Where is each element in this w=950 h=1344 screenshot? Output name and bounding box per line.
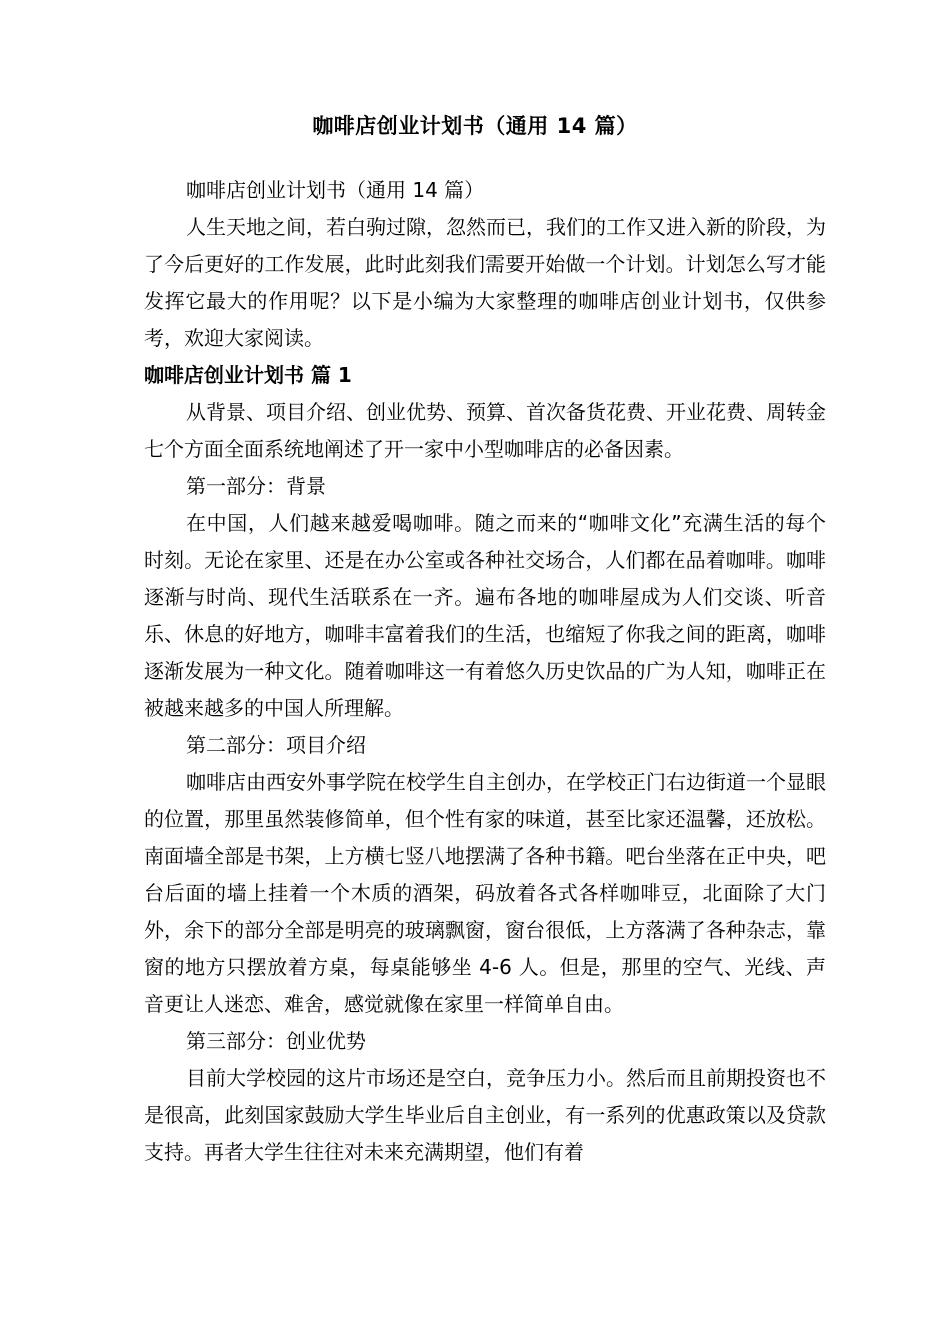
document-body	[144, 172, 826, 1171]
document-title: 咖啡店创业计划书（通用 14 篇）	[312, 114, 638, 138]
project-intro-paragraph: 咖啡店由西安外事学院在校学生自主创办，在学校正门右边街道一个显眼的位置，那里虽然装修简单，但个性有家的味道，甚至比家还温馨，还放松。南面墙全部是书架，上方横七竖八地摆满了各种书籍。吧台坐落在正中央，吧台后面的墙上挂着一个木质的酒架，码放着各式各样咖啡豆，北面除了大门外，余下的部分全部是明亮的玻璃飘窗，窗台很低，上方落满了各种杂志，靠窗的地方只摆放着方桌，每桌能够坐 4-6 人。但是，那里的空气、光线、声音更让人迷恋、难舍，感觉就像在家里一样简单自由。	[144, 770, 826, 1016]
intro-title-repeat: 咖啡店创业计划书（通用 14 篇）	[186, 178, 485, 202]
section-heading-part-1: 咖啡店创业计划书 篇 1	[144, 363, 352, 387]
subheading-project-intro: 第二部分：项目介绍	[186, 733, 366, 757]
subheading-advantages: 第三部分：创业优势	[186, 1029, 366, 1053]
background-paragraph: 在中国，人们越来越爱喝咖啡。随之而来的“咖啡文化”充满生活的每个时刻。无论在家里、还是在办公室或各种社交场合，人们都在品着咖啡。咖啡逐渐与时尚、现代生活联系在一齐。遍布各地的咖啡屋成为人们交谈、听音乐、休息的好地方，咖啡丰富着我们的生活，也缩短了你我之间的距离，咖啡逐渐发展为一种文化。随着咖啡这一有着悠久历史饮品的广为人知，咖啡正在被越来越多的中国人所理解。	[144, 511, 826, 720]
intro-paragraph: 人生天地之间，若白驹过隙，忽然而已，我们的工作又进入新的阶段，为了今后更好的工作发展，此时此刻我们需要开始做一个计划。计划怎么写才能发挥它最大的作用呢？以下是小编为大家整理的咖啡店创业计划书，仅供参考，欢迎大家阅读。	[144, 215, 826, 350]
overview-paragraph: 从背景、项目介绍、创业优势、预算、首次备货花费、开业花费、周转金七个方面全面系统地阐述了开一家中小型咖啡店的必备因素。	[144, 400, 826, 461]
subheading-background: 第一部分：背景	[186, 474, 326, 498]
advantages-paragraph: 目前大学校园的这片市场还是空白，竞争压力小。然后而且前期投资也不是很高，此刻国家鼓励大学生毕业后自主创业，有一系列的优惠政策以及贷款支持。再者大学生往往对未来充满期望，他们有着	[144, 1066, 826, 1164]
